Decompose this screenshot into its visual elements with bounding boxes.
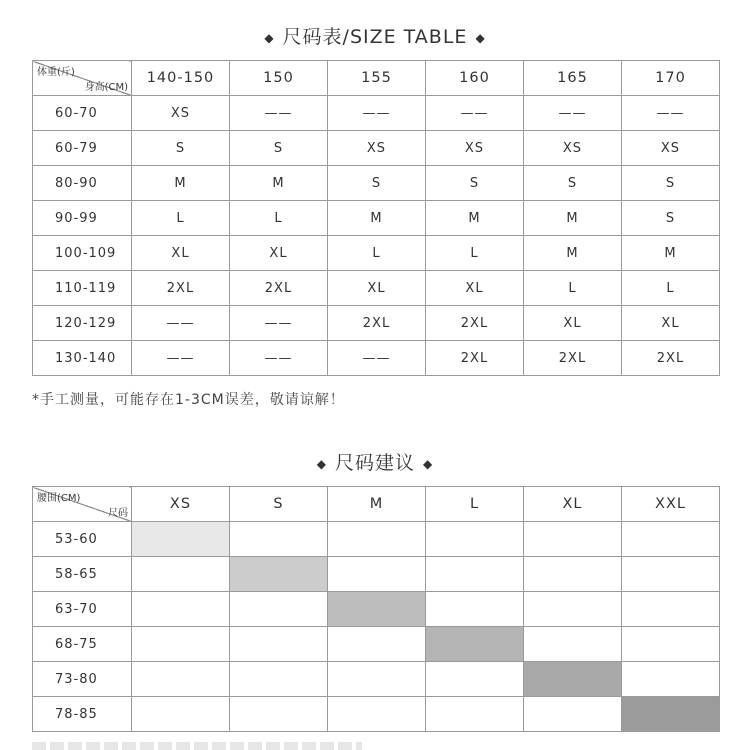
empty-cell <box>328 627 426 662</box>
size-cell: M <box>426 201 524 236</box>
size-table-title <box>0 22 750 49</box>
size-cell: XL <box>132 236 230 271</box>
size-cell: —— <box>328 96 426 131</box>
table-row <box>33 131 720 166</box>
table-row <box>33 166 720 201</box>
size-cell: XS <box>328 131 426 166</box>
size-cell: S <box>328 166 426 201</box>
empty-cell <box>328 522 426 557</box>
empty-cell <box>426 697 524 732</box>
row-header-weight: 120-129 <box>33 306 132 341</box>
column-header-size: L <box>426 487 524 522</box>
row-header-waist: 63-70 <box>33 592 132 627</box>
size-table-title-text: 尺码表/SIZE TABLE <box>282 26 468 48</box>
column-header-height: 150 <box>230 61 328 96</box>
empty-cell <box>524 557 622 592</box>
row-header-weight: 60-70 <box>33 96 132 131</box>
corner-header-cell <box>33 487 132 522</box>
size-cell: 2XL <box>230 271 328 306</box>
empty-cell <box>622 627 720 662</box>
corner-label-size: 尺码 <box>108 508 128 519</box>
empty-cell <box>132 662 230 697</box>
empty-cell <box>426 557 524 592</box>
table-row <box>33 306 720 341</box>
size-cell: —— <box>426 96 524 131</box>
size-chart-table <box>32 60 720 376</box>
row-header-waist: 58-65 <box>33 557 132 592</box>
size-cell: L <box>328 236 426 271</box>
table-row <box>33 271 720 306</box>
column-header-height: 155 <box>328 61 426 96</box>
table-row <box>33 592 720 627</box>
size-cell: —— <box>230 341 328 376</box>
row-header-waist: 78-85 <box>33 697 132 732</box>
empty-cell <box>622 557 720 592</box>
empty-cell <box>132 592 230 627</box>
table-row <box>33 627 720 662</box>
size-cell: XL <box>524 306 622 341</box>
size-cell: 2XL <box>426 306 524 341</box>
size-cell: L <box>230 201 328 236</box>
highlighted-match-cell <box>132 522 230 557</box>
row-header-weight: 110-119 <box>33 271 132 306</box>
table-row <box>33 662 720 697</box>
table-row <box>33 557 720 592</box>
corner-label-weight: 体重(斤) <box>37 67 75 78</box>
empty-cell <box>426 522 524 557</box>
row-header-weight: 130-140 <box>33 341 132 376</box>
column-header-height: 170 <box>622 61 720 96</box>
empty-cell <box>524 697 622 732</box>
corner-label-waist: 腰围(CM) <box>37 493 81 504</box>
empty-cell <box>328 557 426 592</box>
size-cell: M <box>328 201 426 236</box>
row-header-waist: 53-60 <box>33 522 132 557</box>
size-cell: 2XL <box>426 341 524 376</box>
empty-cell <box>524 522 622 557</box>
corner-header-cell <box>33 61 132 96</box>
size-cell: XS <box>132 96 230 131</box>
row-header-weight: 80-90 <box>33 166 132 201</box>
size-cell: M <box>524 236 622 271</box>
empty-cell <box>426 592 524 627</box>
size-cell: —— <box>230 96 328 131</box>
size-cell: XL <box>622 306 720 341</box>
table-row <box>33 201 720 236</box>
empty-cell <box>524 592 622 627</box>
size-cell: S <box>524 166 622 201</box>
size-cell: L <box>524 271 622 306</box>
table-row <box>33 96 720 131</box>
size-cell: —— <box>328 341 426 376</box>
row-header-weight: 100-109 <box>33 236 132 271</box>
column-header-size: XL <box>524 487 622 522</box>
column-header-size: XXL <box>622 487 720 522</box>
row-header-waist: 73-80 <box>33 662 132 697</box>
size-cell: XS <box>426 131 524 166</box>
size-recommendation-table <box>32 486 720 732</box>
header-row <box>33 61 720 96</box>
highlighted-match-cell <box>524 662 622 697</box>
size-cell: 2XL <box>328 306 426 341</box>
diamond-bullet-icon: ◆ <box>316 456 327 471</box>
size-cell: XL <box>426 271 524 306</box>
empty-cell <box>328 662 426 697</box>
size-cell: M <box>230 166 328 201</box>
size-cell: —— <box>230 306 328 341</box>
empty-cell <box>328 697 426 732</box>
column-header-height: 165 <box>524 61 622 96</box>
table-row <box>33 236 720 271</box>
empty-cell <box>132 557 230 592</box>
table-row <box>33 697 720 732</box>
size-cell: XS <box>622 131 720 166</box>
highlighted-match-cell <box>622 697 720 732</box>
size-cell: —— <box>132 341 230 376</box>
table-row <box>33 341 720 376</box>
size-cell: L <box>426 236 524 271</box>
size-cell: M <box>132 166 230 201</box>
recommendation-title-text: 尺码建议 <box>334 452 415 474</box>
row-header-weight: 90-99 <box>33 201 132 236</box>
size-cell: XL <box>230 236 328 271</box>
column-header-height: 140-150 <box>132 61 230 96</box>
size-cell: XS <box>524 131 622 166</box>
empty-cell <box>132 697 230 732</box>
empty-cell <box>230 627 328 662</box>
header-row <box>33 487 720 522</box>
recommendation-title <box>0 448 750 475</box>
size-cell: S <box>230 131 328 166</box>
size-cell: 2XL <box>622 341 720 376</box>
size-cell: M <box>622 236 720 271</box>
size-cell: L <box>132 201 230 236</box>
size-cell: S <box>426 166 524 201</box>
column-header-height: 160 <box>426 61 524 96</box>
cropped-text-fragment <box>32 742 362 750</box>
row-header-waist: 68-75 <box>33 627 132 662</box>
size-cell: 2XL <box>524 341 622 376</box>
empty-cell <box>230 522 328 557</box>
size-cell: 2XL <box>132 271 230 306</box>
size-cell: —— <box>132 306 230 341</box>
column-header-size: M <box>328 487 426 522</box>
size-cell: S <box>622 166 720 201</box>
highlighted-match-cell <box>328 592 426 627</box>
table-row <box>33 522 720 557</box>
size-cell: L <box>622 271 720 306</box>
highlighted-match-cell <box>426 627 524 662</box>
size-cell: —— <box>524 96 622 131</box>
diamond-bullet-icon: ◆ <box>264 30 275 45</box>
empty-cell <box>230 697 328 732</box>
empty-cell <box>132 627 230 662</box>
measurement-note: *手工测量，可能存在1-3CM误差，敬请谅解！ <box>32 392 345 408</box>
empty-cell <box>622 592 720 627</box>
empty-cell <box>524 627 622 662</box>
column-header-size: XS <box>132 487 230 522</box>
row-header-weight: 60-79 <box>33 131 132 166</box>
size-cell: XL <box>328 271 426 306</box>
empty-cell <box>622 522 720 557</box>
empty-cell <box>230 592 328 627</box>
column-header-size: S <box>230 487 328 522</box>
size-cell: S <box>132 131 230 166</box>
corner-label-height: 身高(CM) <box>84 82 128 93</box>
highlighted-match-cell <box>230 557 328 592</box>
size-cell: M <box>524 201 622 236</box>
empty-cell <box>622 662 720 697</box>
empty-cell <box>426 662 524 697</box>
size-cell: S <box>622 201 720 236</box>
diamond-bullet-icon: ◆ <box>475 30 486 45</box>
size-cell: —— <box>622 96 720 131</box>
empty-cell <box>230 662 328 697</box>
diamond-bullet-icon: ◆ <box>423 456 434 471</box>
